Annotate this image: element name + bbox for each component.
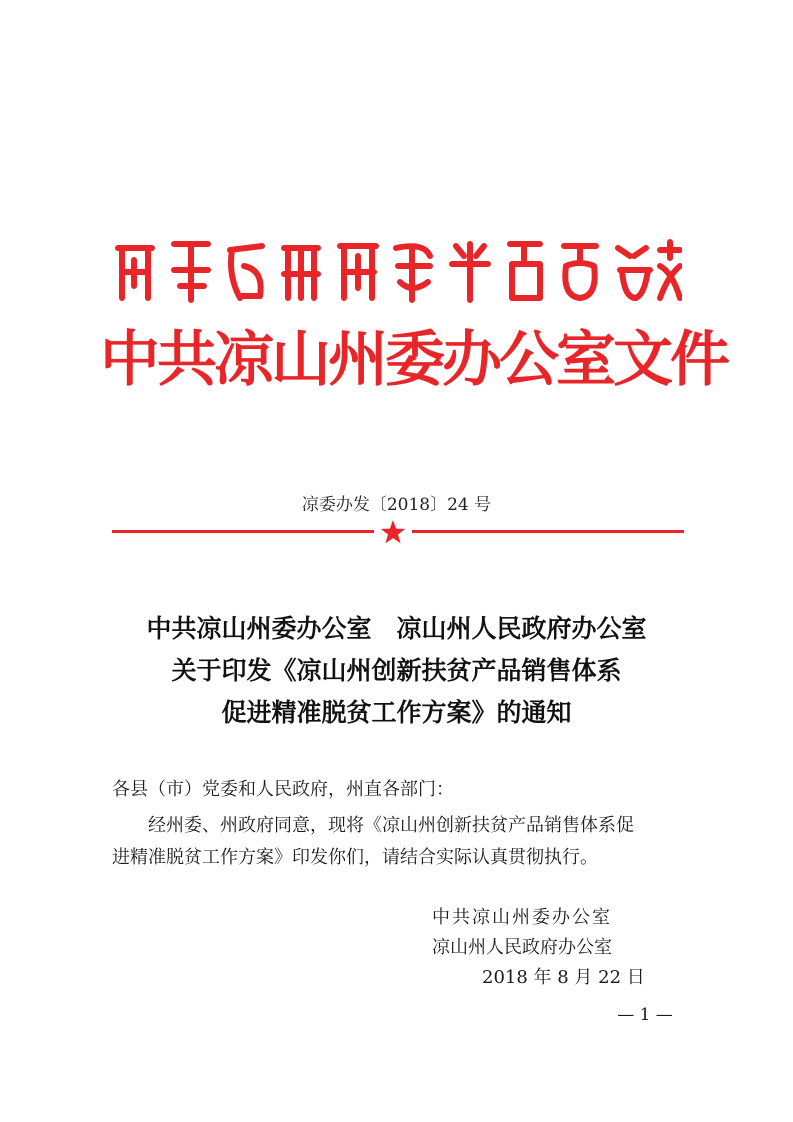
red-divider-right — [412, 530, 684, 533]
yi-glyph-2 — [174, 244, 208, 300]
yi-glyph-6 — [396, 246, 430, 300]
page-number: — 1 — — [617, 1005, 673, 1025]
signature-org-2: 凉山州人民政府办公室 — [432, 937, 612, 958]
notice-title-line-2: 关于印发《凉山州创新扶贫产品销售体系 — [171, 656, 622, 685]
red-divider-left — [112, 530, 374, 533]
yi-glyph-1 — [118, 248, 152, 298]
signature-block — [400, 903, 690, 993]
yi-glyph-8 — [510, 244, 540, 298]
notice-title-line-3: 促进精准脱贫工作方案》的通知 — [221, 698, 572, 727]
yi-script-glyphs — [112, 236, 682, 308]
signature-date: 2018 年 8 月 22 日 — [482, 967, 645, 988]
signature-org-1: 中共凉山州委办公室 — [432, 907, 612, 928]
star-icon — [380, 519, 406, 545]
yi-glyph-3 — [230, 246, 262, 298]
yi-script-header — [112, 236, 682, 308]
yi-glyph-9 — [564, 246, 596, 298]
yi-glyph-4 — [284, 248, 318, 298]
salutation: 各县（市）党委和人民政府，州直各部门： — [112, 779, 454, 800]
body-line-1: 经州委、州政府同意，现将《凉山州创新扶贫产品销售体系促 — [148, 815, 634, 836]
yi-glyph-7 — [452, 244, 488, 300]
body-paragraph — [112, 810, 688, 874]
body-line-2: 进精准脱贫工作方案》印发你们，请结合实际认真贯彻执行。 — [112, 847, 598, 868]
org-header-title: 中共凉山州委办公室文件 — [100, 325, 727, 395]
yi-glyph-10 — [618, 248, 650, 298]
document-number: 凉委办发〔2018〕24 号 — [301, 495, 492, 515]
notice-title — [0, 608, 793, 734]
yi-glyph-11 — [660, 242, 680, 298]
yi-glyph-5 — [340, 246, 376, 298]
notice-title-line-1: 中共凉山州委办公室 凉山州人民政府办公室 — [146, 614, 647, 643]
